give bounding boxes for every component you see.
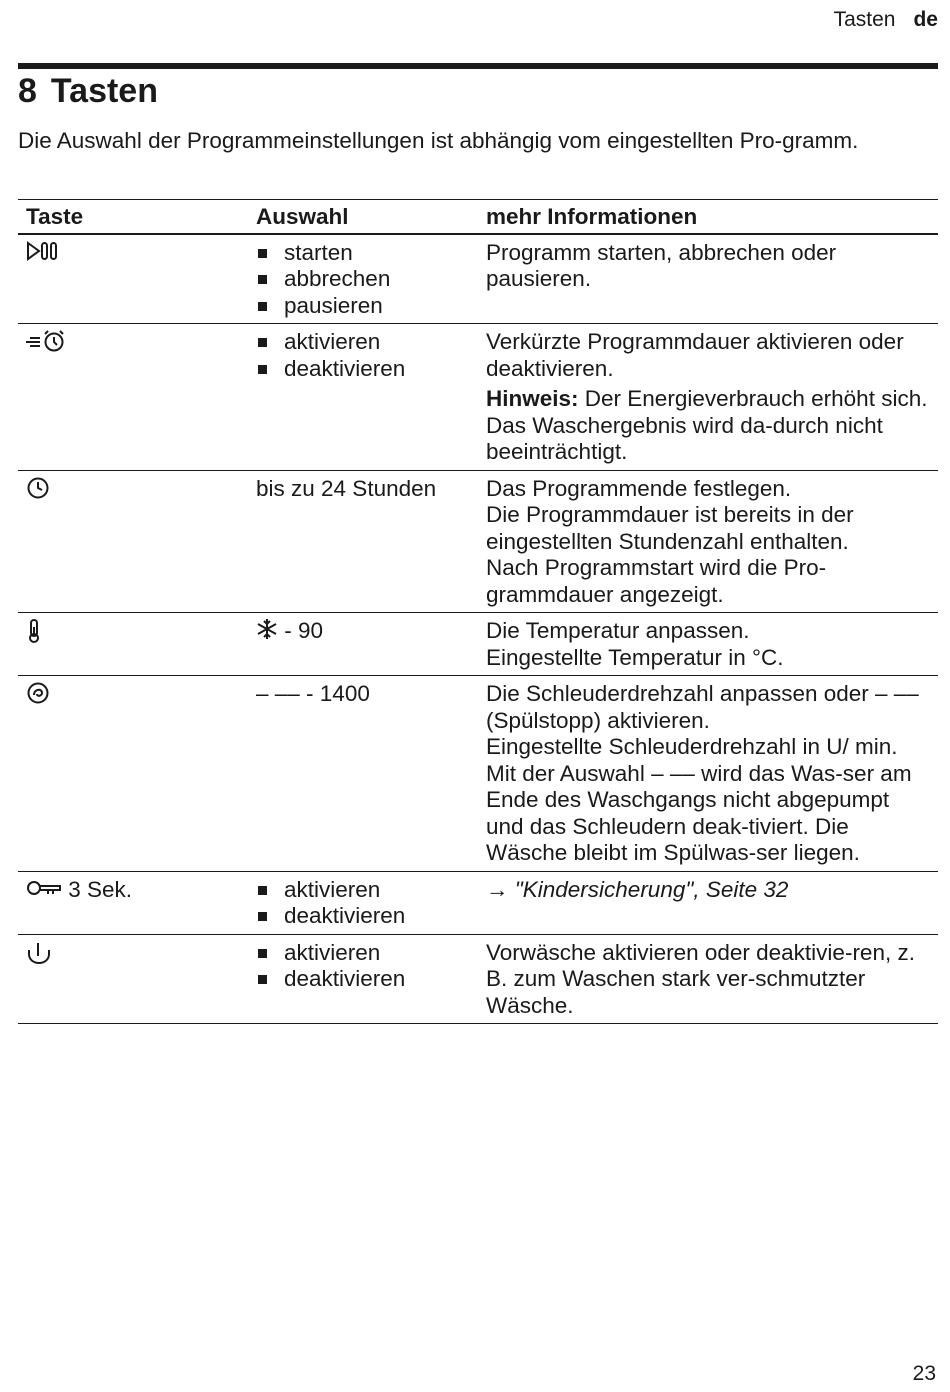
start-pause-icon [26, 240, 60, 269]
key-cell [18, 470, 248, 613]
header-info: mehr Informationen [478, 200, 938, 234]
note-label: Hinweis: [486, 386, 579, 411]
note-text: Der Energieverbrauch erhöht sich. Das Waschergebnis wird da-durch nicht beeinträchtigt. [486, 386, 934, 464]
key-cell [18, 676, 248, 872]
selection-cell [248, 871, 478, 934]
key-cell [18, 234, 248, 324]
running-header-section: Tasten [833, 8, 896, 31]
arrow-right-icon: → [486, 876, 509, 902]
key-cell [18, 934, 248, 1024]
info-cell [478, 613, 938, 676]
list-item: deaktivieren [256, 966, 470, 993]
options-list [256, 329, 470, 382]
info-text: Mit der Auswahl – –– wird das Was-ser am Ende des Waschgangs nicht abgepumpt und das Schleudern deak-tiviert. Die Wäsche bleibt im Spülwas-ser liegen. [486, 760, 912, 865]
info-text: Die Temperatur anpassen. [486, 618, 750, 643]
list-item: starten [256, 240, 470, 267]
snowflake-icon [256, 618, 278, 647]
header-auswahl: Auswahl [248, 200, 478, 234]
key-cell [18, 871, 248, 934]
speed-alarm-icon [26, 329, 70, 360]
info-text: Nach Programmstart wird die Pro-grammdauer angezeigt. [486, 555, 827, 607]
info-cell [478, 234, 938, 324]
info-text: Verkürzte Programmdauer aktivieren oder deaktivieren. [486, 329, 904, 381]
chapter-number: 8 [18, 72, 37, 110]
selection-cell [248, 324, 478, 471]
options-list [256, 940, 470, 993]
table-row [18, 234, 938, 324]
info-cell [478, 470, 938, 613]
list-item: abbrechen [256, 266, 470, 293]
list-item: deaktivieren [256, 903, 470, 930]
options-list [256, 877, 470, 930]
list-item: deaktivieren [256, 356, 470, 383]
table-row [18, 613, 938, 676]
info-text: Programm starten, abbrechen oder pausieren. [486, 239, 837, 291]
note-paragraph [486, 386, 934, 466]
info-text: Vorwäsche aktivieren oder deaktivie-ren, z. B. zum Waschen stark ver-schmutzter Wäsche. [486, 939, 915, 1018]
header-taste: Taste [18, 200, 248, 234]
list-item: aktivieren [256, 329, 470, 356]
table-row [18, 934, 938, 1024]
keys-table [18, 199, 938, 1024]
table-header-row [18, 200, 938, 234]
list-item: pausieren [256, 293, 470, 320]
table-row [18, 871, 938, 934]
key-hold-text: 3 Sek. [68, 876, 133, 902]
table-row [18, 676, 938, 872]
info-text: Die Programmdauer ist bereits in der eingestellten Stundenzahl enthalten. [486, 502, 854, 554]
clock-icon [26, 476, 52, 507]
page-number: 23 [912, 1362, 936, 1385]
selection-cell [248, 470, 478, 613]
intro-paragraph: Die Auswahl der Programmeinstellungen ist abhängig vom eingestellten Pro-gramm. [18, 128, 859, 153]
running-header [834, 8, 938, 32]
info-text: Das Programmende festlegen. [486, 475, 792, 501]
options-list [256, 240, 470, 320]
info-cell [478, 676, 938, 872]
info-cell [478, 934, 938, 1024]
selection-cell [248, 676, 478, 872]
thermometer-icon [26, 618, 42, 651]
info-text: Eingestellte Temperatur in °C. [486, 644, 784, 670]
table-row [18, 324, 938, 471]
chapter-title-text: Tasten [50, 72, 158, 110]
key-cell [18, 613, 248, 676]
selection-cell [248, 613, 478, 676]
selection-range: bis zu 24 Stunden [256, 475, 437, 501]
selection-range: - 90 [278, 618, 324, 644]
prewash-icon [26, 940, 54, 973]
cross-reference-link[interactable]: "Kindersicherung", Seite 32 [514, 876, 789, 902]
info-text: Eingestellte Schleuderdrehzahl in U/ min. [486, 734, 898, 759]
info-cell [478, 324, 938, 471]
selection-cell [248, 934, 478, 1024]
running-header-language: de [913, 8, 938, 31]
info-cell [478, 871, 938, 934]
key-cell [18, 324, 248, 471]
selection-range: – –– - 1400 [256, 681, 370, 706]
chapter-title [18, 72, 158, 111]
header-rule [18, 63, 938, 69]
spin-icon [26, 681, 52, 712]
list-item: aktivieren [256, 940, 470, 967]
list-item: aktivieren [256, 877, 470, 904]
cross-reference [486, 877, 930, 904]
key-icon [26, 877, 62, 906]
selection-cell [248, 234, 478, 324]
info-text: Die Schleuderdrehzahl anpassen oder – –– (Spülstopp) aktivieren. [486, 681, 919, 733]
table-row [18, 470, 938, 613]
